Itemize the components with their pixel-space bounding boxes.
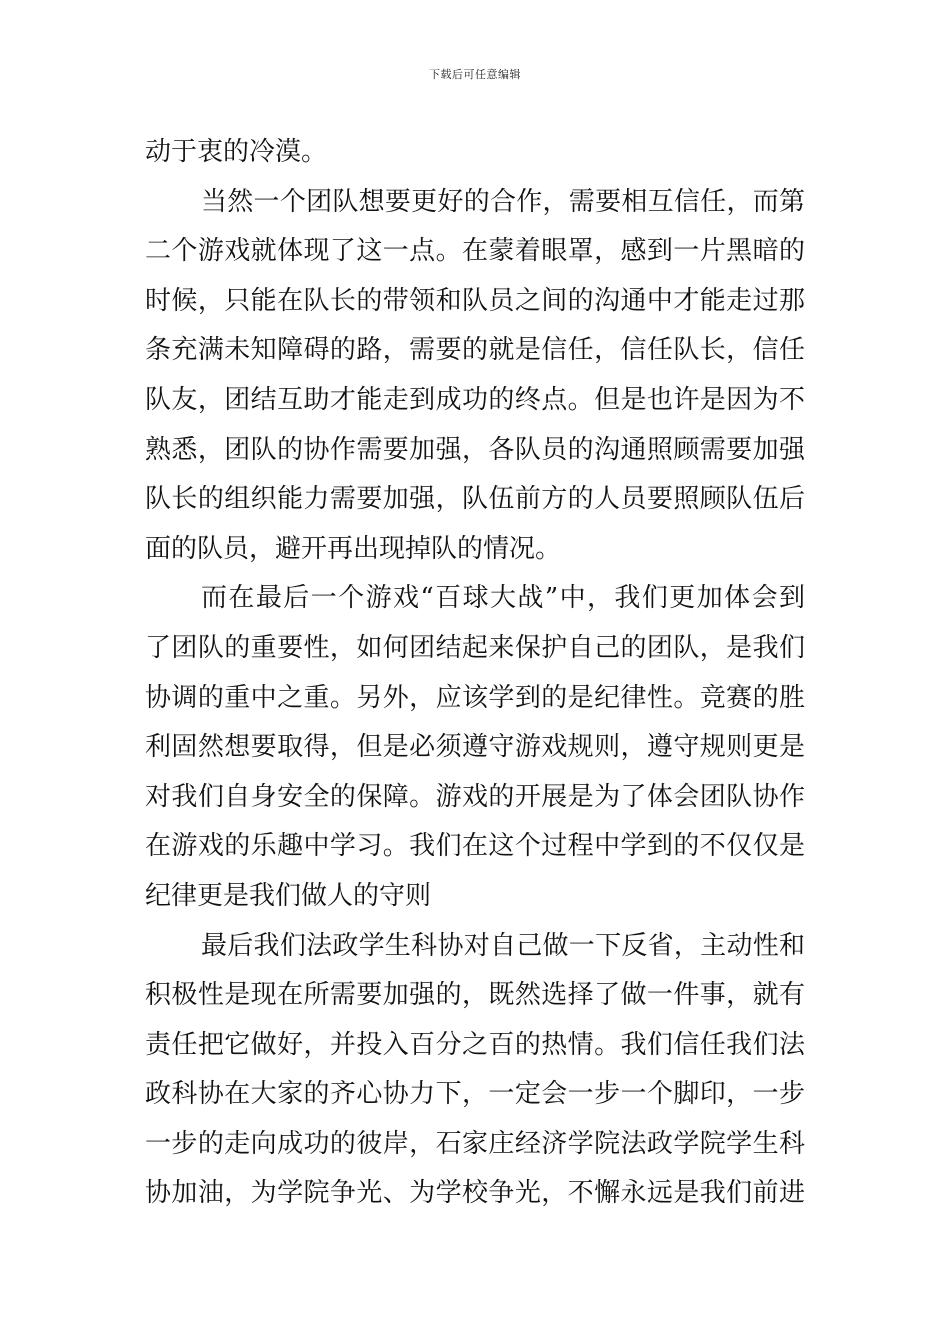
page-header: 下载后可任意编辑 [429, 68, 521, 81]
paragraph-line: 利固然想要取得，但是必须遵守游戏规则，遵守规则更是 [145, 732, 805, 763]
paragraph-line: 面的队员，避开再出现掉队的情况。 [145, 533, 562, 564]
paragraph-line: 对我们自身安全的保障。游戏的开展是为了体会团队协作 [145, 781, 805, 812]
paragraph-line: 熟悉，团队的协作需要加强，各队员的沟通照顾需要加强 [145, 434, 805, 465]
paragraph-line: 纪律更是我们做人的守则 [145, 880, 432, 911]
paragraph-line: 在游戏的乐趣中学习。我们在这个过程中学到的不仅仅是 [145, 831, 805, 862]
paragraph-line: 当然一个团队想要更好的合作，需要相互信任，而第 [201, 186, 805, 217]
paragraph-line: 最后我们法政学生科协对自己做一下反省，主动性和 [201, 930, 805, 961]
document-body [145, 128, 805, 1219]
paragraph-line: 而在最后一个游戏“百球大战”中，我们更加体会到 [201, 583, 805, 614]
paragraph-line: 时候，只能在队长的带领和队员之间的沟通中才能走过那 [145, 285, 805, 316]
paragraph-line: 二个游戏就体现了这一点。在蒙着眼罩，感到一片黑暗的 [145, 236, 805, 267]
paragraph-line: 条充满未知障碍的路，需要的就是信任，信任队长，信任 [145, 335, 805, 366]
paragraph-line: 了团队的重要性，如何团结起来保护自己的团队，是我们 [145, 632, 805, 663]
paragraph-line: 责任把它做好，并投入百分之百的热情。我们信任我们法 [145, 1029, 805, 1060]
paragraph-line: 协调的重中之重。另外，应该学到的是纪律性。竞赛的胜 [145, 682, 805, 713]
paragraph-line: 协加油，为学院争光、为学校争光，不懈永远是我们前进 [145, 1178, 805, 1209]
paragraph-line: 动于衷的冷漠。 [145, 137, 328, 167]
paragraph-line: 一步的走向成功的彼岸，石家庄经济学院法政学院学生科 [145, 1128, 805, 1159]
paragraph-line: 队友，团结互助才能走到成功的终点。但是也许是因为不 [145, 384, 805, 415]
paragraph-line: 积极性是现在所需要加强的，既然选择了做一件事，就有 [145, 980, 805, 1011]
paragraph-line: 政科协在大家的齐心协力下，一定会一步一个脚印，一步 [145, 1079, 805, 1110]
paragraph-line: 队长的组织能力需要加强，队伍前方的人员要照顾队伍后 [145, 484, 805, 515]
